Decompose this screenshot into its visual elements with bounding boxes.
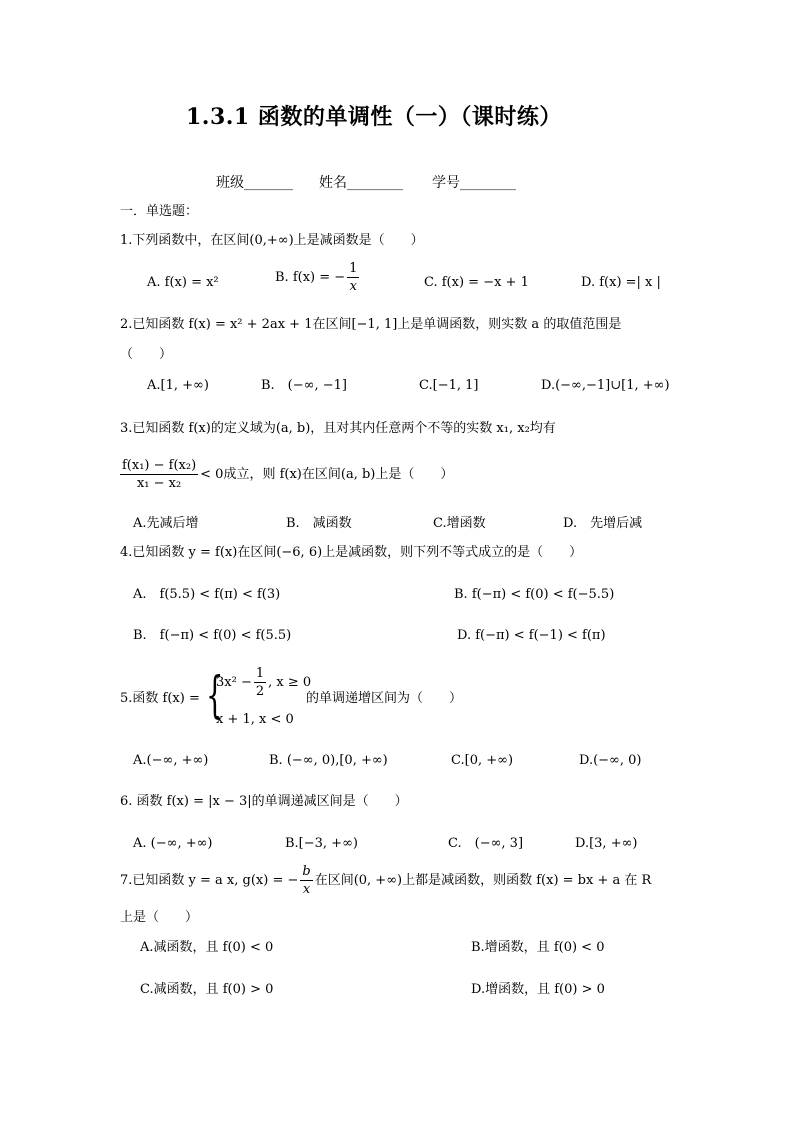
fraction-numerator: b — [302, 864, 311, 879]
question-7-stem-prefix: 7.已知函数 y = a x, g(x) = − — [120, 873, 299, 888]
question-7-stem-suffix: 在区间(0, +∞)上都是减函数，则函数 f(x) = bx + a 在 R — [314, 873, 652, 888]
question-7-option-c: C.减函数，且 f(0) > 0 — [140, 982, 274, 997]
question-5-option-a: A.(−∞, +∞) — [133, 753, 209, 768]
fraction-numerator: 1 — [349, 261, 358, 276]
question-1-option-c: C. f(x) = −x + 1 — [424, 275, 529, 290]
question-3-option-c: C.增函数 — [433, 516, 486, 531]
piecewise-brace: { — [206, 666, 224, 724]
question-5-option-d: D.(−∞, 0) — [579, 753, 642, 768]
question-1-stem: 1.下列函数中，在区间(0,+∞)上是减函数是（ ） — [120, 233, 424, 248]
question-3-condition-text: < 0成立，则 f(x)在区间(a, b)上是（ ） — [200, 467, 454, 482]
question-4-stem: 4.已知函数 y = f(x)在区间(−6, 6)上是减函数，则下列不等式成立的是（ ） — [120, 545, 583, 560]
fraction — [347, 262, 359, 293]
question-4-option-d: D. f(−π) < f(−1) < f(π) — [457, 628, 606, 643]
question-6-option-a: A. (−∞, +∞) — [133, 836, 213, 851]
question-3-option-d: D. 先增后减 — [563, 516, 643, 531]
question-5-option-c: C.[0, +∞) — [451, 753, 514, 768]
question-7-option-d: D.增函数，且 f(0) > 0 — [471, 982, 605, 997]
question-7-option-b: B.增函数，且 f(0) < 0 — [471, 940, 605, 955]
question-3-stem: 3.已知函数 f(x)的定义域为(a, b)，且对其内任意两个不等的实数 x₁, x₂均有 — [120, 421, 556, 436]
question-3-option-a: A.先减后增 — [133, 516, 199, 531]
question-7-stem-continued: 上是（ ） — [120, 910, 199, 925]
section-heading: 一．单选题： — [120, 204, 199, 219]
question-7-stem — [120, 865, 651, 896]
fraction — [300, 865, 312, 896]
question-1-option-a: A. f(x) = x² — [147, 275, 219, 290]
piecewise-case-2: x + 1, x < 0 — [216, 712, 294, 727]
student-id-field: 学号________ — [432, 175, 516, 191]
fraction-numerator: 1 — [255, 666, 265, 681]
class-field: 班级_______ — [216, 175, 293, 191]
name-field: 姓名________ — [319, 175, 403, 191]
question-7-option-a: A.减函数，且 f(0) < 0 — [140, 940, 274, 955]
question-2-option-b: B. (−∞, −1] — [261, 378, 347, 393]
question-1-option-d: D. f(x) =| x | — [581, 275, 661, 290]
fraction — [120, 459, 198, 490]
fraction-denominator: x — [349, 279, 357, 294]
piecewise-case-1 — [216, 667, 311, 698]
question-2-option-a: A.[1, +∞) — [147, 378, 209, 393]
piecewise-case-1-condition: , x ≥ 0 — [268, 675, 312, 690]
page-title: 1.3.1 函数的单调性（一）（课时练） — [186, 104, 562, 130]
question-2-option-c: C.[−1, 1] — [419, 378, 479, 393]
fraction — [254, 667, 266, 698]
fraction-numerator: f(x₁) − f(x₂) — [122, 458, 197, 473]
question-1-option-b — [275, 262, 361, 293]
question-5-stem-prefix: 5.函数 f(x) = — [120, 691, 200, 706]
question-1-option-b-prefix: B. f(x) = − — [275, 270, 346, 285]
question-2-option-d: D.(−∞,−1]∪[1, +∞) — [541, 378, 670, 393]
question-4-option-b: B. f(−π) < f(0) < f(−5.5) — [454, 587, 615, 602]
fraction-denominator: x₁ − x₂ — [136, 476, 182, 491]
question-5-stem-suffix: 的单调递增区间为（ ） — [306, 691, 463, 706]
question-4-option-c: B. f(−π) < f(0) < f(5.5) — [133, 628, 292, 643]
question-6-stem: 6. 函数 f(x) = |x − 3|的单调递减区间是（ ） — [120, 794, 408, 809]
question-5-option-b: B. (−∞, 0),[0, +∞) — [269, 753, 388, 768]
question-3-condition — [118, 459, 453, 490]
fraction-denominator: x — [302, 882, 311, 897]
question-3-option-b: B. 减函数 — [286, 516, 352, 531]
question-6-option-c: C. (−∞, 3] — [448, 836, 524, 851]
question-4-option-a: A. f(5.5) < f(π) < f(3) — [133, 587, 281, 602]
piecewise-case-1-prefix: 3x² − — [216, 675, 252, 690]
fraction-denominator: 2 — [255, 684, 265, 699]
question-6-option-d: D.[3, +∞) — [575, 836, 638, 851]
question-2-stem-continued: （ ） — [120, 347, 173, 362]
question-2-stem: 2.已知函数 f(x) = x² + 2ax + 1在区间[−1, 1]上是单调函数，则实数 a 的取值范围是 — [120, 317, 622, 332]
question-6-option-b: B.[−3, +∞) — [285, 836, 358, 851]
